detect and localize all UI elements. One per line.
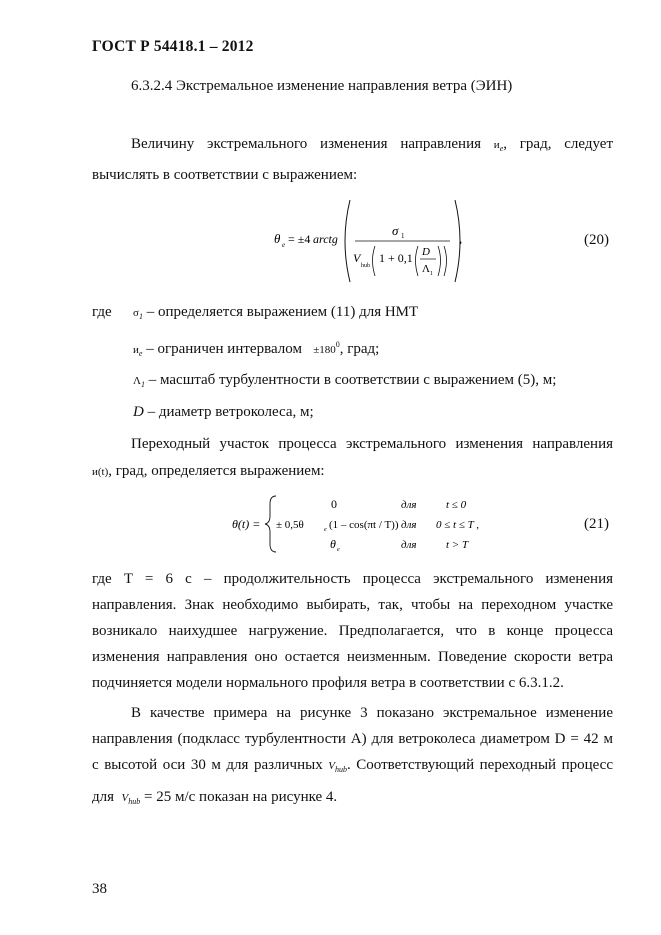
svg-text:t > T: t > T — [446, 539, 469, 551]
svg-text:(1 – cos(πt / T)): (1 – cos(πt / T)) — [329, 519, 399, 531]
svg-text:t ≤ 0: t ≤ 0 — [446, 499, 467, 511]
definition-theta-e: $и_e$ – ограничен интервалом $\pm 180^0$, град; — [133, 340, 380, 358]
definition-sigma1: $\sigma_1$ – определяется выражением (11) для НМТ — [133, 304, 419, 321]
paragraph-2-line-1: Переходный участок процесса экстремального изменения направления — [131, 436, 613, 452]
svg-text:для: для — [401, 519, 417, 531]
svg-text:для: для — [401, 499, 417, 511]
svg-text:0 ≤ t ≤ T ,: 0 ≤ t ≤ T , — [436, 519, 480, 531]
svg-text:для: для — [401, 539, 417, 551]
paragraph-3-line-1: где T = 6 с – продолжительность процесса экстремального изменения — [92, 571, 613, 587]
svg-text:θ: θ — [274, 231, 281, 246]
equation-20 — [270, 196, 470, 286]
page-number: 38 — [92, 881, 107, 897]
paragraph-4-line-1: В качестве примера на рисунке 3 показано экстремальное изменение — [131, 705, 613, 721]
svg-text:e: e — [337, 547, 340, 553]
paragraph-4-line-4: для $V_{hub} = 25$ м/с показан на рисунке 4. — [92, 789, 338, 806]
svg-text:Λ: Λ — [422, 263, 430, 275]
svg-text:V: V — [353, 251, 361, 265]
svg-text:D: D — [422, 246, 430, 258]
svg-text:± 0,5θ: ± 0,5θ — [276, 519, 304, 531]
paragraph-1-line-2: вычислять в соответствии с выражением: — [92, 167, 358, 183]
definition-d: D – диаметр ветроколеса, м; — [133, 404, 314, 420]
equation-20-number: (20) — [584, 232, 609, 248]
equation-21-number: (21) — [584, 516, 609, 532]
paragraph-1-line-1: Величину экстремального изменения направления $и_e$, град, следует — [131, 136, 613, 153]
paragraph-4-line-2: направления (подкласс турбулентности А) для ветроколеса диаметром D = 42 м — [92, 731, 613, 747]
definition-lambda1: $\Lambda_1$ – масштаб турбулентности в соответствии с выражением (5), м; — [133, 372, 557, 389]
svg-text:θ: θ — [330, 537, 336, 551]
paragraph-4-line-3: с высотой оси 30 м для различных $V_{hub}$. Соответствующий переходный процесс — [92, 757, 614, 774]
svg-text:1: 1 — [430, 271, 433, 277]
section-heading: 6.3.2.4 Экстремальное изменение направления ветра (ЭИН) — [131, 78, 513, 94]
paragraph-2-line-2: и(t), град, определяется выражением: — [92, 463, 325, 479]
svg-text:= ±4: = ±4 — [288, 232, 311, 246]
svg-text:,: , — [459, 231, 463, 246]
svg-text:arctg: arctg — [313, 232, 338, 246]
svg-text:e: e — [282, 241, 286, 249]
equation-21 — [230, 492, 500, 556]
svg-text:e: e — [324, 527, 327, 533]
svg-text:hub: hub — [361, 263, 370, 269]
svg-text:1 + 0,1: 1 + 0,1 — [379, 251, 413, 265]
paragraph-3-line-4: изменения направления оно остается неизменным. Поведение скорости ветра — [92, 649, 613, 665]
paragraph-3-line-5: подчиняется модели нормального профиля ветра в соответствии с 6.3.1.2. — [92, 675, 564, 691]
definition-where: где — [92, 304, 112, 320]
svg-text:θ(t) =: θ(t) = — [232, 517, 261, 531]
svg-text:σ: σ — [392, 223, 399, 238]
paragraph-3-line-3: возникало наихудшее нагружение. Предполагается, что в конце процесса — [92, 623, 613, 639]
svg-text:1: 1 — [401, 232, 405, 240]
paragraph-3-line-2: направления. Знак необходимо выбирать, так, чтобы на переходном участке — [92, 597, 613, 613]
svg-text:0: 0 — [331, 497, 337, 511]
document-header: ГОСТ Р 54418.1 – 2012 — [92, 38, 254, 55]
